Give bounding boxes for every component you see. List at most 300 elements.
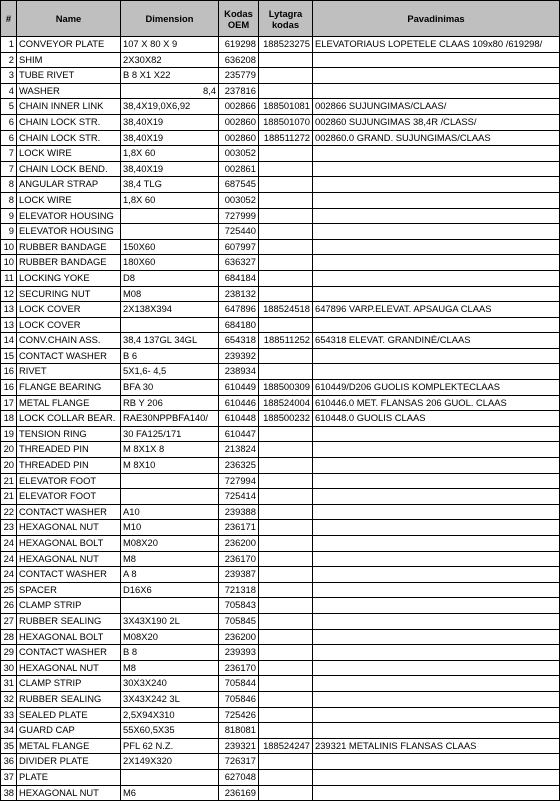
dimension-cell <box>121 395 219 411</box>
table-row <box>1 723 560 739</box>
table-row <box>1 504 560 520</box>
lytagra-kodas <box>259 146 313 162</box>
lytagra-kodas <box>259 707 313 723</box>
row-number: 13 <box>1 302 17 318</box>
table-row <box>1 707 560 723</box>
dimension-value: B 8 <box>123 646 138 658</box>
dimension-cell <box>121 302 219 318</box>
kodas-oem: 726317 <box>219 754 259 770</box>
dimension-value: 180X60 <box>123 256 156 268</box>
kodas-oem: 636208 <box>219 52 259 68</box>
kodas-oem: 238132 <box>219 286 259 302</box>
part-name: SECURING NUT <box>17 286 121 302</box>
lytagra-kodas <box>259 161 313 177</box>
part-name: LOCK COVER <box>17 302 121 318</box>
table-row <box>1 161 560 177</box>
pavadinimas <box>313 551 560 567</box>
lytagra-kodas: 188501081 <box>259 99 313 115</box>
table-row <box>1 37 560 53</box>
lytagra-kodas <box>259 660 313 676</box>
part-name: ELEVATOR HOUSING <box>17 208 121 224</box>
table-row <box>1 598 560 614</box>
kodas-oem: 610449 <box>219 380 259 396</box>
row-number: 23 <box>1 520 17 536</box>
row-number: 15 <box>1 348 17 364</box>
row-number: 6 <box>1 130 17 146</box>
pavadinimas <box>313 676 560 692</box>
pavadinimas: 610448.0 GUOLIS CLAAS <box>313 411 560 427</box>
row-number: 16 <box>1 364 17 380</box>
kodas-oem: 654318 <box>219 333 259 349</box>
pavadinimas <box>313 208 560 224</box>
table-row <box>1 613 560 629</box>
dimension-cell <box>121 442 219 458</box>
lytagra-kodas <box>259 551 313 567</box>
dimension-value-right: 8,4 <box>202 84 216 96</box>
lytagra-kodas: 188500309 <box>259 380 313 396</box>
row-number: 19 <box>1 426 17 442</box>
pavadinimas: 002860.0 GRAND. SUJUNGIMAS/CLAAS <box>313 130 560 146</box>
dimension-cell <box>121 613 219 629</box>
row-number: 38 <box>1 785 17 801</box>
lytagra-kodas: 188500232 <box>259 411 313 427</box>
table-row <box>1 270 560 286</box>
pavadinimas <box>313 598 560 614</box>
kodas-oem: 003052 <box>219 192 259 208</box>
dimension-value: M08 <box>123 287 142 299</box>
lytagra-kodas <box>259 754 313 770</box>
lytagra-kodas <box>259 536 313 552</box>
table-row <box>1 364 560 380</box>
dimension-cell <box>121 520 219 536</box>
row-number: 18 <box>1 411 17 427</box>
pavadinimas <box>313 613 560 629</box>
dimension-cell <box>121 458 219 474</box>
table-row <box>1 769 560 785</box>
row-number: 35 <box>1 738 17 754</box>
dimension-cell <box>121 707 219 723</box>
dimension-cell <box>121 551 219 567</box>
part-name: SPACER <box>17 582 121 598</box>
pavadinimas <box>313 754 560 770</box>
row-number: 37 <box>1 769 17 785</box>
pavadinimas: 647896 VARP.ELEVAT. APSAUGA CLAAS <box>313 302 560 318</box>
dimension-value: M8 <box>123 552 137 564</box>
dimension-cell <box>121 161 219 177</box>
dimension-value: M6 <box>123 786 137 798</box>
table-row <box>1 286 560 302</box>
row-number: 32 <box>1 691 17 707</box>
dimension-cell <box>121 536 219 552</box>
lytagra-kodas <box>259 598 313 614</box>
pavadinimas <box>313 707 560 723</box>
table-row <box>1 442 560 458</box>
dimension-value: 2X138X394 <box>123 303 173 315</box>
pavadinimas <box>313 68 560 84</box>
table-row <box>1 645 560 661</box>
table-row <box>1 130 560 146</box>
lytagra-kodas <box>259 473 313 489</box>
row-number: 9 <box>1 224 17 240</box>
dimension-value: B 6 <box>123 349 138 361</box>
row-number: 17 <box>1 395 17 411</box>
dimension-value: D8 <box>123 271 135 283</box>
lytagra-kodas <box>259 504 313 520</box>
kodas-oem: 235779 <box>219 68 259 84</box>
pavadinimas <box>313 629 560 645</box>
row-number: 14 <box>1 333 17 349</box>
table-row <box>1 582 560 598</box>
row-number: 10 <box>1 255 17 271</box>
table-row <box>1 146 560 162</box>
dimension-cell <box>121 348 219 364</box>
kodas-oem: 002866 <box>219 99 259 115</box>
dimension-value: 2,5X94X310 <box>123 708 175 720</box>
part-name: DIVIDER PLATE <box>17 754 121 770</box>
kodas-oem: 705845 <box>219 613 259 629</box>
part-name: LOCK WIRE <box>17 192 121 208</box>
dimension-cell <box>121 738 219 754</box>
dimension-value: 2X30X82 <box>123 53 162 65</box>
lytagra-kodas <box>259 582 313 598</box>
row-number: 2 <box>1 52 17 68</box>
kodas-oem: 607997 <box>219 239 259 255</box>
lytagra-kodas <box>259 489 313 505</box>
dimension-cell <box>121 224 219 240</box>
pavadinimas <box>313 473 560 489</box>
dimension-value: BFA 30 <box>123 381 154 393</box>
header-num: # <box>1 1 17 37</box>
dimension-cell <box>121 317 219 333</box>
dimension-value: 1,8X 60 <box>123 193 156 205</box>
part-name: ELEVATOR FOOT <box>17 473 121 489</box>
dimension-cell <box>121 130 219 146</box>
pavadinimas <box>313 270 560 286</box>
row-number: 9 <box>1 208 17 224</box>
part-name: CONV.CHAIN ASS. <box>17 333 121 349</box>
dimension-cell <box>121 769 219 785</box>
table-row <box>1 348 560 364</box>
part-name: TENSION RING <box>17 426 121 442</box>
pavadinimas <box>313 504 560 520</box>
row-number: 5 <box>1 99 17 115</box>
table-row <box>1 208 560 224</box>
part-name: CHAIN LOCK STR. <box>17 114 121 130</box>
table-row <box>1 99 560 115</box>
dimension-cell <box>121 473 219 489</box>
row-number: 7 <box>1 146 17 162</box>
dimension-cell <box>121 192 219 208</box>
pavadinimas <box>313 645 560 661</box>
pavadinimas <box>313 536 560 552</box>
row-number: 24 <box>1 567 17 583</box>
pavadinimas <box>313 660 560 676</box>
row-number: 7 <box>1 161 17 177</box>
table-row <box>1 239 560 255</box>
kodas-oem: 236170 <box>219 551 259 567</box>
row-number: 12 <box>1 286 17 302</box>
pavadinimas: ELEVATORIAUS LOPETELE CLAAS 109x80 /619298/ <box>313 37 560 53</box>
kodas-oem: 237816 <box>219 83 259 99</box>
lytagra-kodas <box>259 723 313 739</box>
part-name: RUBBER BANDAGE <box>17 239 121 255</box>
kodas-oem: 727994 <box>219 473 259 489</box>
table-row <box>1 489 560 505</box>
table-row <box>1 520 560 536</box>
part-name: CHAIN LOCK BEND. <box>17 161 121 177</box>
kodas-oem: 236169 <box>219 785 259 801</box>
dimension-value: 55X60,5X35 <box>123 724 175 736</box>
kodas-oem: 725414 <box>219 489 259 505</box>
lytagra-kodas <box>259 224 313 240</box>
table-row <box>1 192 560 208</box>
lytagra-kodas <box>259 691 313 707</box>
pavadinimas <box>313 520 560 536</box>
table-row <box>1 629 560 645</box>
dimension-cell <box>121 270 219 286</box>
row-number: 25 <box>1 582 17 598</box>
part-name: LOCKING YOKE <box>17 270 121 286</box>
row-number: 6 <box>1 114 17 130</box>
pavadinimas <box>313 177 560 193</box>
table-row <box>1 676 560 692</box>
pavadinimas <box>313 83 560 99</box>
lytagra-kodas <box>259 270 313 286</box>
table-row <box>1 426 560 442</box>
row-number: 4 <box>1 83 17 99</box>
part-name: HEXAGONAL BOLT <box>17 536 121 552</box>
table-row <box>1 536 560 552</box>
row-number: 16 <box>1 380 17 396</box>
kodas-oem: 213824 <box>219 442 259 458</box>
lytagra-kodas <box>259 208 313 224</box>
kodas-oem: 725426 <box>219 707 259 723</box>
lytagra-kodas: 188524247 <box>259 738 313 754</box>
kodas-oem: 725440 <box>219 224 259 240</box>
dimension-cell <box>121 255 219 271</box>
lytagra-kodas <box>259 52 313 68</box>
pavadinimas: 239321 METALINIS FLANSAS CLAAS <box>313 738 560 754</box>
part-name: CONTACT WASHER <box>17 567 121 583</box>
part-name: THREADED PIN <box>17 458 121 474</box>
kodas-oem: 002860 <box>219 114 259 130</box>
pavadinimas <box>313 286 560 302</box>
pavadinimas <box>313 317 560 333</box>
row-number: 30 <box>1 660 17 676</box>
kodas-oem: 003052 <box>219 146 259 162</box>
pavadinimas: 654318 ELEVAT. GRANDINĖ/CLAAS <box>313 333 560 349</box>
lytagra-kodas <box>259 177 313 193</box>
dimension-value: M08X20 <box>123 630 158 642</box>
kodas-oem: 818081 <box>219 723 259 739</box>
dimension-value: 150X60 <box>123 240 156 252</box>
table-row <box>1 785 560 801</box>
pavadinimas <box>313 567 560 583</box>
dimension-cell <box>121 333 219 349</box>
part-name: SEALED PLATE <box>17 707 121 723</box>
table-row <box>1 395 560 411</box>
table-row <box>1 660 560 676</box>
kodas-oem: 239388 <box>219 504 259 520</box>
lytagra-kodas <box>259 769 313 785</box>
part-name: METAL FLANGE <box>17 395 121 411</box>
part-name: PLATE <box>17 769 121 785</box>
dimension-cell <box>121 208 219 224</box>
kodas-oem: 239321 <box>219 738 259 754</box>
kodas-oem: 705846 <box>219 691 259 707</box>
part-name: CHAIN INNER LINK <box>17 99 121 115</box>
pavadinimas <box>313 582 560 598</box>
part-name: RUBBER SEALING <box>17 613 121 629</box>
row-number: 10 <box>1 239 17 255</box>
pavadinimas <box>313 255 560 271</box>
lytagra-kodas: 188511272 <box>259 130 313 146</box>
table-row <box>1 302 560 318</box>
part-name: METAL FLANGE <box>17 738 121 754</box>
lytagra-kodas <box>259 676 313 692</box>
header-row <box>1 1 560 37</box>
part-name: CONTACT WASHER <box>17 504 121 520</box>
dimension-cell <box>121 582 219 598</box>
dimension-value: 1,8X 60 <box>123 147 156 159</box>
dimension-cell <box>121 52 219 68</box>
dimension-value: 30 FA125/171 <box>123 427 182 439</box>
dimension-value: 38,4 137GL 34GL <box>123 334 198 346</box>
dimension-value: 30X3X240 <box>123 677 167 689</box>
lytagra-kodas <box>259 567 313 583</box>
table-row <box>1 177 560 193</box>
part-name: FLANGE BEARING <box>17 380 121 396</box>
lytagra-kodas <box>259 239 313 255</box>
dimension-cell <box>121 489 219 505</box>
row-number: 22 <box>1 504 17 520</box>
part-name: CLAMP STRIP <box>17 598 121 614</box>
dimension-value: M 8X10 <box>123 459 156 471</box>
kodas-oem: 002861 <box>219 161 259 177</box>
dimension-cell <box>121 567 219 583</box>
table-row <box>1 551 560 567</box>
dimension-value: RAE30NPPBFA140/ <box>123 412 208 424</box>
pavadinimas <box>313 769 560 785</box>
pavadinimas <box>313 489 560 505</box>
lytagra-kodas <box>259 785 313 801</box>
lytagra-kodas <box>259 286 313 302</box>
lytagra-kodas <box>259 426 313 442</box>
part-name: LOCK WIRE <box>17 146 121 162</box>
dimension-cell <box>121 754 219 770</box>
dimension-cell <box>121 286 219 302</box>
lytagra-kodas: 188524004 <box>259 395 313 411</box>
lytagra-kodas <box>259 442 313 458</box>
pavadinimas: 002866 SUJUNGIMAS/CLAAS/ <box>313 99 560 115</box>
row-number: 36 <box>1 754 17 770</box>
row-number: 31 <box>1 676 17 692</box>
dimension-cell <box>121 114 219 130</box>
lytagra-kodas <box>259 645 313 661</box>
table-row <box>1 83 560 99</box>
dimension-cell <box>121 239 219 255</box>
pavadinimas <box>313 426 560 442</box>
kodas-oem: 239387 <box>219 567 259 583</box>
kodas-oem: 705844 <box>219 676 259 692</box>
kodas-oem: 610446 <box>219 395 259 411</box>
part-name: LOCK COVER <box>17 317 121 333</box>
lytagra-kodas <box>259 348 313 364</box>
dimension-value: PFL 62 N.Z. <box>123 739 174 751</box>
row-number: 11 <box>1 270 17 286</box>
kodas-oem: 236200 <box>219 629 259 645</box>
dimension-value: M8 <box>123 661 137 673</box>
pavadinimas <box>313 723 560 739</box>
lytagra-kodas <box>259 192 313 208</box>
pavadinimas: 002860 SUJUNGIMAS 38,4R /CLASS/ <box>313 114 560 130</box>
part-name: CONVEYOR PLATE <box>17 37 121 53</box>
kodas-oem: 684180 <box>219 317 259 333</box>
dimension-value: 2X149X320 <box>123 755 173 767</box>
dimension-cell <box>121 146 219 162</box>
table-row <box>1 754 560 770</box>
table-row <box>1 567 560 583</box>
dimension-cell <box>121 629 219 645</box>
pavadinimas <box>313 52 560 68</box>
table-row <box>1 458 560 474</box>
row-number: 8 <box>1 192 17 208</box>
row-number: 1 <box>1 37 17 53</box>
lytagra-kodas: 188523275 <box>259 37 313 53</box>
row-number: 26 <box>1 598 17 614</box>
pavadinimas: 610449/D206 GUOLIS KOMPLEKTECLAAS <box>313 380 560 396</box>
kodas-oem: 727999 <box>219 208 259 224</box>
dimension-value: 38,4X19,0X6,92 <box>123 100 191 112</box>
dimension-cell <box>121 426 219 442</box>
dimension-value: M08X20 <box>123 537 158 548</box>
dimension-cell <box>121 504 219 520</box>
pavadinimas <box>313 348 560 364</box>
row-number: 24 <box>1 551 17 567</box>
part-name: THREADED PIN <box>17 442 121 458</box>
kodas-oem: 236200 <box>219 536 259 552</box>
dimension-cell <box>121 691 219 707</box>
dimension-cell <box>121 99 219 115</box>
part-name: ELEVATOR HOUSING <box>17 224 121 240</box>
part-name: RUBBER BANDAGE <box>17 255 121 271</box>
dimension-cell <box>121 676 219 692</box>
lytagra-kodas <box>259 629 313 645</box>
lytagra-kodas <box>259 613 313 629</box>
table-row <box>1 317 560 333</box>
dimension-cell <box>121 598 219 614</box>
dimension-cell <box>121 380 219 396</box>
row-number: 27 <box>1 613 17 629</box>
dimension-value: 38,40X19 <box>123 115 164 127</box>
table-row <box>1 52 560 68</box>
dimension-value: 38,4 TLG <box>123 178 162 190</box>
dimension-value: 3X43X190 2L <box>123 614 180 626</box>
part-name: RUBBER SEALING <box>17 691 121 707</box>
table-row <box>1 333 560 349</box>
dimension-value: D16X6 <box>123 583 152 595</box>
table-row <box>1 691 560 707</box>
part-name: WASHER <box>17 83 121 99</box>
pavadinimas <box>313 364 560 380</box>
dimension-cell <box>121 411 219 427</box>
dimension-cell <box>121 723 219 739</box>
kodas-oem: 647896 <box>219 302 259 318</box>
dimension-cell <box>121 645 219 661</box>
dimension-value: M10 <box>123 521 142 533</box>
dimension-cell <box>121 785 219 801</box>
pavadinimas <box>313 691 560 707</box>
